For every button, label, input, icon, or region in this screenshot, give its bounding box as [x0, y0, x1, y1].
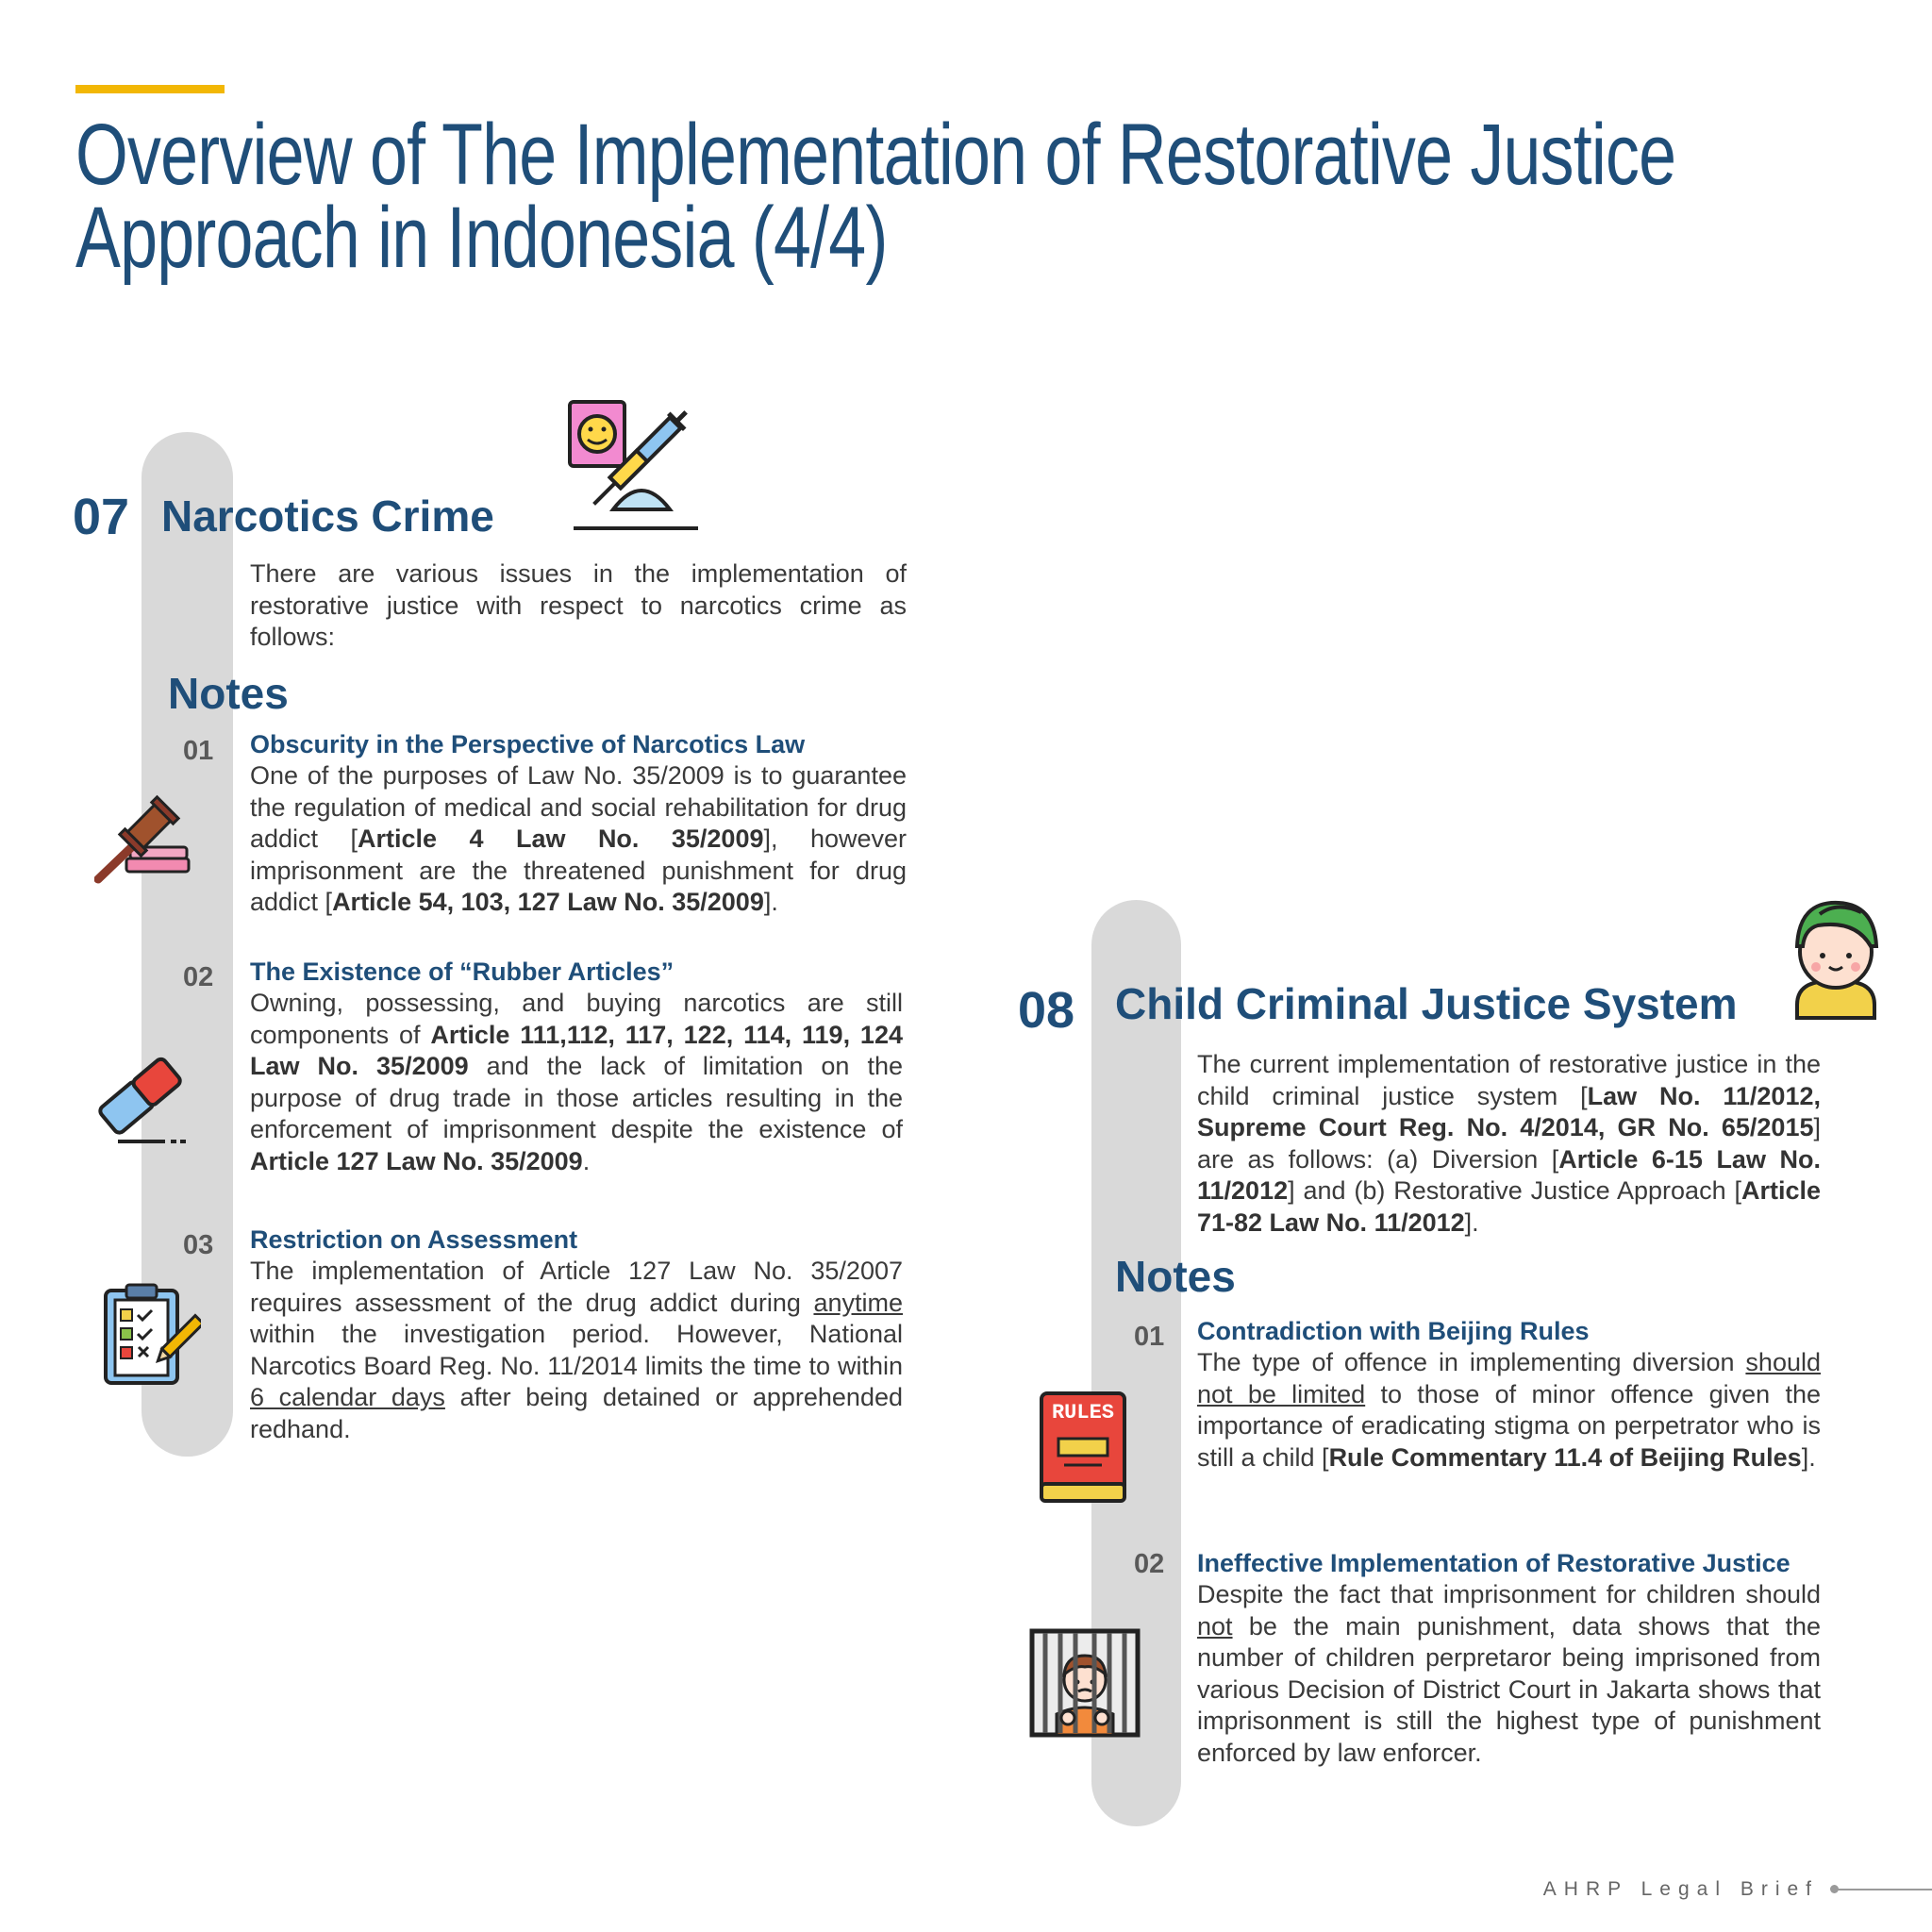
- title-accent-bar: [75, 85, 225, 93]
- section-07-note-03-number: 03: [183, 1230, 214, 1260]
- section-07-notes-heading: Notes: [168, 669, 289, 718]
- section-08-note-01-body: The type of offence in implementing diversion should not be limited to those of minor offence given the importance of eradicating stigma on perpetrator who is still a child [Rule Commentary 11.4 of Beijing Rules].: [1197, 1348, 1821, 1472]
- section-08-note-01-number: 01: [1134, 1322, 1165, 1352]
- rules-book-icon: [1038, 1390, 1128, 1505]
- rules-book-label: RULES: [1051, 1401, 1114, 1424]
- emphasis: not: [1197, 1611, 1233, 1641]
- citation: Article 111,112, 117, 122, 114, 119, 124 Law No. 35/2009: [250, 1020, 903, 1080]
- gavel-icon: [94, 792, 193, 887]
- footer-brand: AHRP Legal Brief: [1542, 1878, 1819, 1900]
- citation: Article 4 Law No. 35/2009: [358, 824, 764, 853]
- prisoner-icon: [1028, 1627, 1141, 1739]
- section-08-note-01-title: Contradiction with Beijing Rules: [1197, 1317, 1590, 1345]
- eraser-icon: [90, 1045, 189, 1149]
- emphasis: anytime: [813, 1288, 903, 1317]
- section-07-title: Narcotics Crime: [161, 491, 494, 541]
- child-icon: [1780, 891, 1891, 1024]
- section-08-intro: The current implementation of restorative justice in the child criminal justice system [Law No. 11/2012, Supreme Court Reg. No. 4/2014, GR No. 65/2015] are as follows: (a) Diversion [Article 6-15 Law No. 11/2012] and (b) Restorative Justice Approach [Article 71-82 Law No. 11/2012].: [1197, 1050, 1821, 1237]
- section-08-note-02-number: 02: [1134, 1549, 1165, 1579]
- section-07-note-02-number: 02: [183, 962, 214, 992]
- section-07-number: 07: [73, 489, 130, 545]
- citation: Article 54, 103, 127 Law No. 35/2009: [332, 888, 764, 916]
- section-07-note-02-body: Owning, possessing, and buying narcotics are still components of Article 111,112, 117, 122, 114, 119, 124 Law No. 35/2009 and the lack of limitation on the purpose of drug trade in those articles resulting in the enforcement of imprisonment despite the existence of Article 127 Law No. 35/2009.: [250, 989, 903, 1175]
- section-07-note-01-title: Obscurity in the Perspective of Narcotics Law: [250, 730, 806, 758]
- section-08-number: 08: [1018, 982, 1075, 1039]
- emphasis: 6 calendar days: [250, 1383, 445, 1411]
- section-07-intro: There are various issues in the implementation of restorative justice with respect to narcotics crime as follows:: [250, 559, 907, 651]
- citation: Article 71-82 Law No. 11/2012: [1197, 1176, 1821, 1237]
- section-07-note-02-title: The Existence of “Rubber Articles”: [250, 958, 675, 986]
- emphasis: should not be limited: [1197, 1348, 1821, 1408]
- page-title-line-1: Overview of The Implementation of Restorative Justice: [75, 107, 1676, 203]
- section-08-note-02-body: Despite the fact that imprisonment for children should not be the main punishment, data shows that the number of children perpretaror being imprisoned from various Decision of District Court in Jakarta shows that imprisonment is still the highest type of punishment enforced by law enforcer.: [1197, 1580, 1821, 1767]
- citation: Rule Commentary 11.4 of Beijing Rules: [1328, 1442, 1802, 1472]
- section-08-title: Child Criminal Justice System: [1115, 979, 1738, 1028]
- section-07-note-03-body: The implementation of Article 127 Law No. 35/2007 requires assessment of the drug addict during anytime within the investigation period. However, National Narcotics Board Reg. No. 11/2014 limits the time to within 6 calendar days after being detained or apprehended redhand.: [250, 1257, 904, 1443]
- page-title-line-2: Approach in Indonesia (4/4): [75, 190, 888, 286]
- checklist-icon: [102, 1283, 201, 1387]
- section-07-note-01-number: 01: [183, 736, 214, 766]
- section-07-note-01-body: One of the purposes of Law No. 35/2009 is to guarantee the regulation of medical and social rehabilitation for drug addict [Article 4 Law No. 35/2009], however imprisonment are the threatened punishment for drug addict [Article 54, 103, 127 Law No. 35/2009].: [250, 761, 907, 916]
- page-title: [75, 107, 1676, 286]
- section-08-notes-heading: Notes: [1115, 1252, 1236, 1301]
- section-07-note-03-title: Restriction on Assessment: [250, 1225, 578, 1254]
- section-08-note-02-title: Ineffective Implementation of Restorative Justice: [1197, 1549, 1790, 1577]
- citation: Article 127 Law No. 35/2009: [250, 1146, 583, 1175]
- citation: Article 6-15 Law No. 11/2012: [1197, 1144, 1821, 1205]
- footer-line: [1835, 1889, 1932, 1890]
- citation: Law No. 11/2012, Supreme Court Reg. No. 4/2014, GR No. 65/2015: [1197, 1081, 1821, 1141]
- narcotics-icon: [566, 396, 703, 533]
